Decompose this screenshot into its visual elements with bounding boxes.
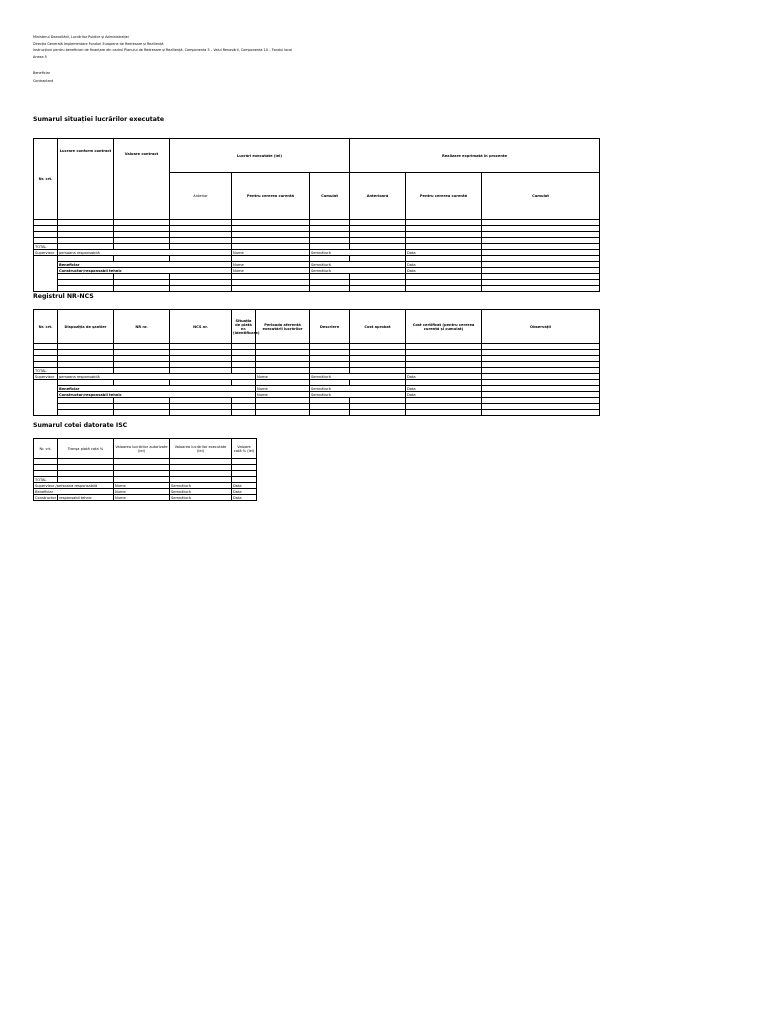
supervisor-cell: Supervizor /persoana responsabilă xyxy=(34,483,114,489)
persoana-label: persoana responsabilă xyxy=(58,374,256,380)
semnatura-label: Semnătură xyxy=(310,262,406,268)
persoana-label: persoana responsabilă xyxy=(58,250,232,256)
col-valoare: Valoare contract xyxy=(114,139,170,220)
col-situatie: Situația de plată nr. (identificare) xyxy=(232,310,256,344)
header-line-4: Anexa 5 xyxy=(33,55,47,59)
nr-ncs-register-table xyxy=(33,309,600,416)
total-label: TOTAL xyxy=(34,244,58,250)
col-ncs: NCS nr. xyxy=(170,310,232,344)
semnatura-label: Semnătură xyxy=(310,268,406,274)
semnatura-label: Semnătură xyxy=(170,483,232,489)
col-nr: Nr. crt. xyxy=(34,139,58,220)
total-label: TOTAL xyxy=(34,368,58,374)
header-line-1: Ministerul Dezvoltării, Lucrărilor Publice și Administrației xyxy=(33,35,129,39)
col-perioada: Pentru cererea curentă xyxy=(232,173,310,220)
supervisor-label: Supervizor xyxy=(34,250,58,256)
col-valoare-exec: Valoarea lucrărilor executate (lei) xyxy=(170,439,232,459)
col-valoare-aut: Valoarea lucrărilor autorizate (lei) xyxy=(114,439,170,459)
col-cost-aprobat: Cost aprobat xyxy=(350,310,406,344)
constructor-label: Constructor/responsabil tehnic xyxy=(58,268,232,274)
col-cumulat: Cumulat xyxy=(310,173,350,220)
section-2-title: Registrul NR-NCS xyxy=(33,293,94,300)
col-valoare-cota: Valoare cotă % (lei) xyxy=(232,439,257,459)
constructor-label: Constructor/responsabil tehnic xyxy=(58,392,256,398)
semnatura-label: Semnătură xyxy=(170,489,232,495)
section-3-title: Sumarul cotei datorate ISC xyxy=(33,422,128,429)
semnatura-label: Semnătură xyxy=(310,250,406,256)
data-label: Data xyxy=(406,262,482,268)
col-nr-nr: NR nr. xyxy=(114,310,170,344)
table-row xyxy=(34,286,600,292)
data-label: Data xyxy=(406,374,482,380)
isc-quota-table xyxy=(33,438,257,501)
nume-label: Nume xyxy=(232,262,310,268)
data-label: Data xyxy=(232,483,257,489)
data-label: Data xyxy=(232,489,257,495)
col-realizare: Realizare exprimată în procente xyxy=(350,139,600,173)
nume-label: Nume xyxy=(114,495,170,501)
beneficiar-label: Beneficiar xyxy=(34,489,114,495)
total-label: TOTAL xyxy=(34,477,58,483)
persoana-label: persoana responsabilă xyxy=(56,483,98,488)
header-line-2: Direcția Generală Implementare Fonduri Europene de Redresare și Reziliență xyxy=(33,42,164,46)
col-nr: Nr. crt. xyxy=(34,439,58,459)
beneficiar-label: Beneficiar xyxy=(58,262,232,268)
header-line-6: Contractant xyxy=(33,79,54,83)
col-cumulat-pct: Cumulat xyxy=(482,173,600,220)
col-dispozitia: Dispoziția de șantier xyxy=(58,310,114,344)
col-lucrare: Lucrare conform contract xyxy=(58,139,114,220)
nume-label: Nume xyxy=(256,386,310,392)
col-anterior-pct: Anterioară xyxy=(350,173,406,220)
data-label: Data xyxy=(232,495,257,501)
col-executate: Lucrări executate (lei) xyxy=(170,139,350,173)
constructor-label: Constructor xyxy=(35,495,57,500)
col-perioada-pct: Pentru cererea curentă xyxy=(406,173,482,220)
section-1-title: Sumarul situației lucrărilor executate xyxy=(33,116,165,123)
beneficiar-label: Beneficiar xyxy=(58,386,256,392)
data-label: Data xyxy=(406,250,482,256)
semnatura-label: Semnătură xyxy=(170,495,232,501)
col-descriere: Descriere xyxy=(310,310,350,344)
data-label: Data xyxy=(406,392,482,398)
header-line-3: Instrucțiuni pentru beneficiari de finanțare din cadrul Planului de Redresare și Reziliență, Componenta 5 – Valul Renovării, Componenta 10 – Fondul local xyxy=(33,48,293,52)
supervisor-label: Supervizor xyxy=(35,483,55,488)
col-cost-certificat: Cost certificat (pentru cererea curentă și cumulat) xyxy=(406,310,482,344)
semnatura-label: Semnătură xyxy=(310,374,406,380)
nume-label: Nume xyxy=(232,250,310,256)
nume-label: Nume xyxy=(256,392,310,398)
data-label: Data xyxy=(406,268,482,274)
nume-label: Nume xyxy=(114,483,170,489)
semnatura-label: Semnătură xyxy=(310,392,406,398)
responsabil-label: responsabil tehnic xyxy=(58,495,114,501)
works-summary-table xyxy=(33,138,600,292)
data-label: Data xyxy=(406,386,482,392)
col-observatii: Observații xyxy=(482,310,600,344)
header-line-5: Beneficiar xyxy=(33,71,51,75)
supervisor-label: Supervizor xyxy=(34,374,58,380)
nume-label: Nume xyxy=(256,374,310,380)
col-anterior: Anterior xyxy=(170,173,232,220)
semnatura-label: Semnătură xyxy=(310,386,406,392)
table-row xyxy=(34,410,600,416)
nume-label: Nume xyxy=(232,268,310,274)
col-perioada: Perioada aferentă executării lucrărilor xyxy=(256,310,310,344)
signature-row-constructor xyxy=(34,495,257,501)
nume-label: Nume xyxy=(114,489,170,495)
col-nr: Nr. crt. xyxy=(34,310,58,344)
col-transa: Tranșa plată cota % xyxy=(58,439,114,459)
